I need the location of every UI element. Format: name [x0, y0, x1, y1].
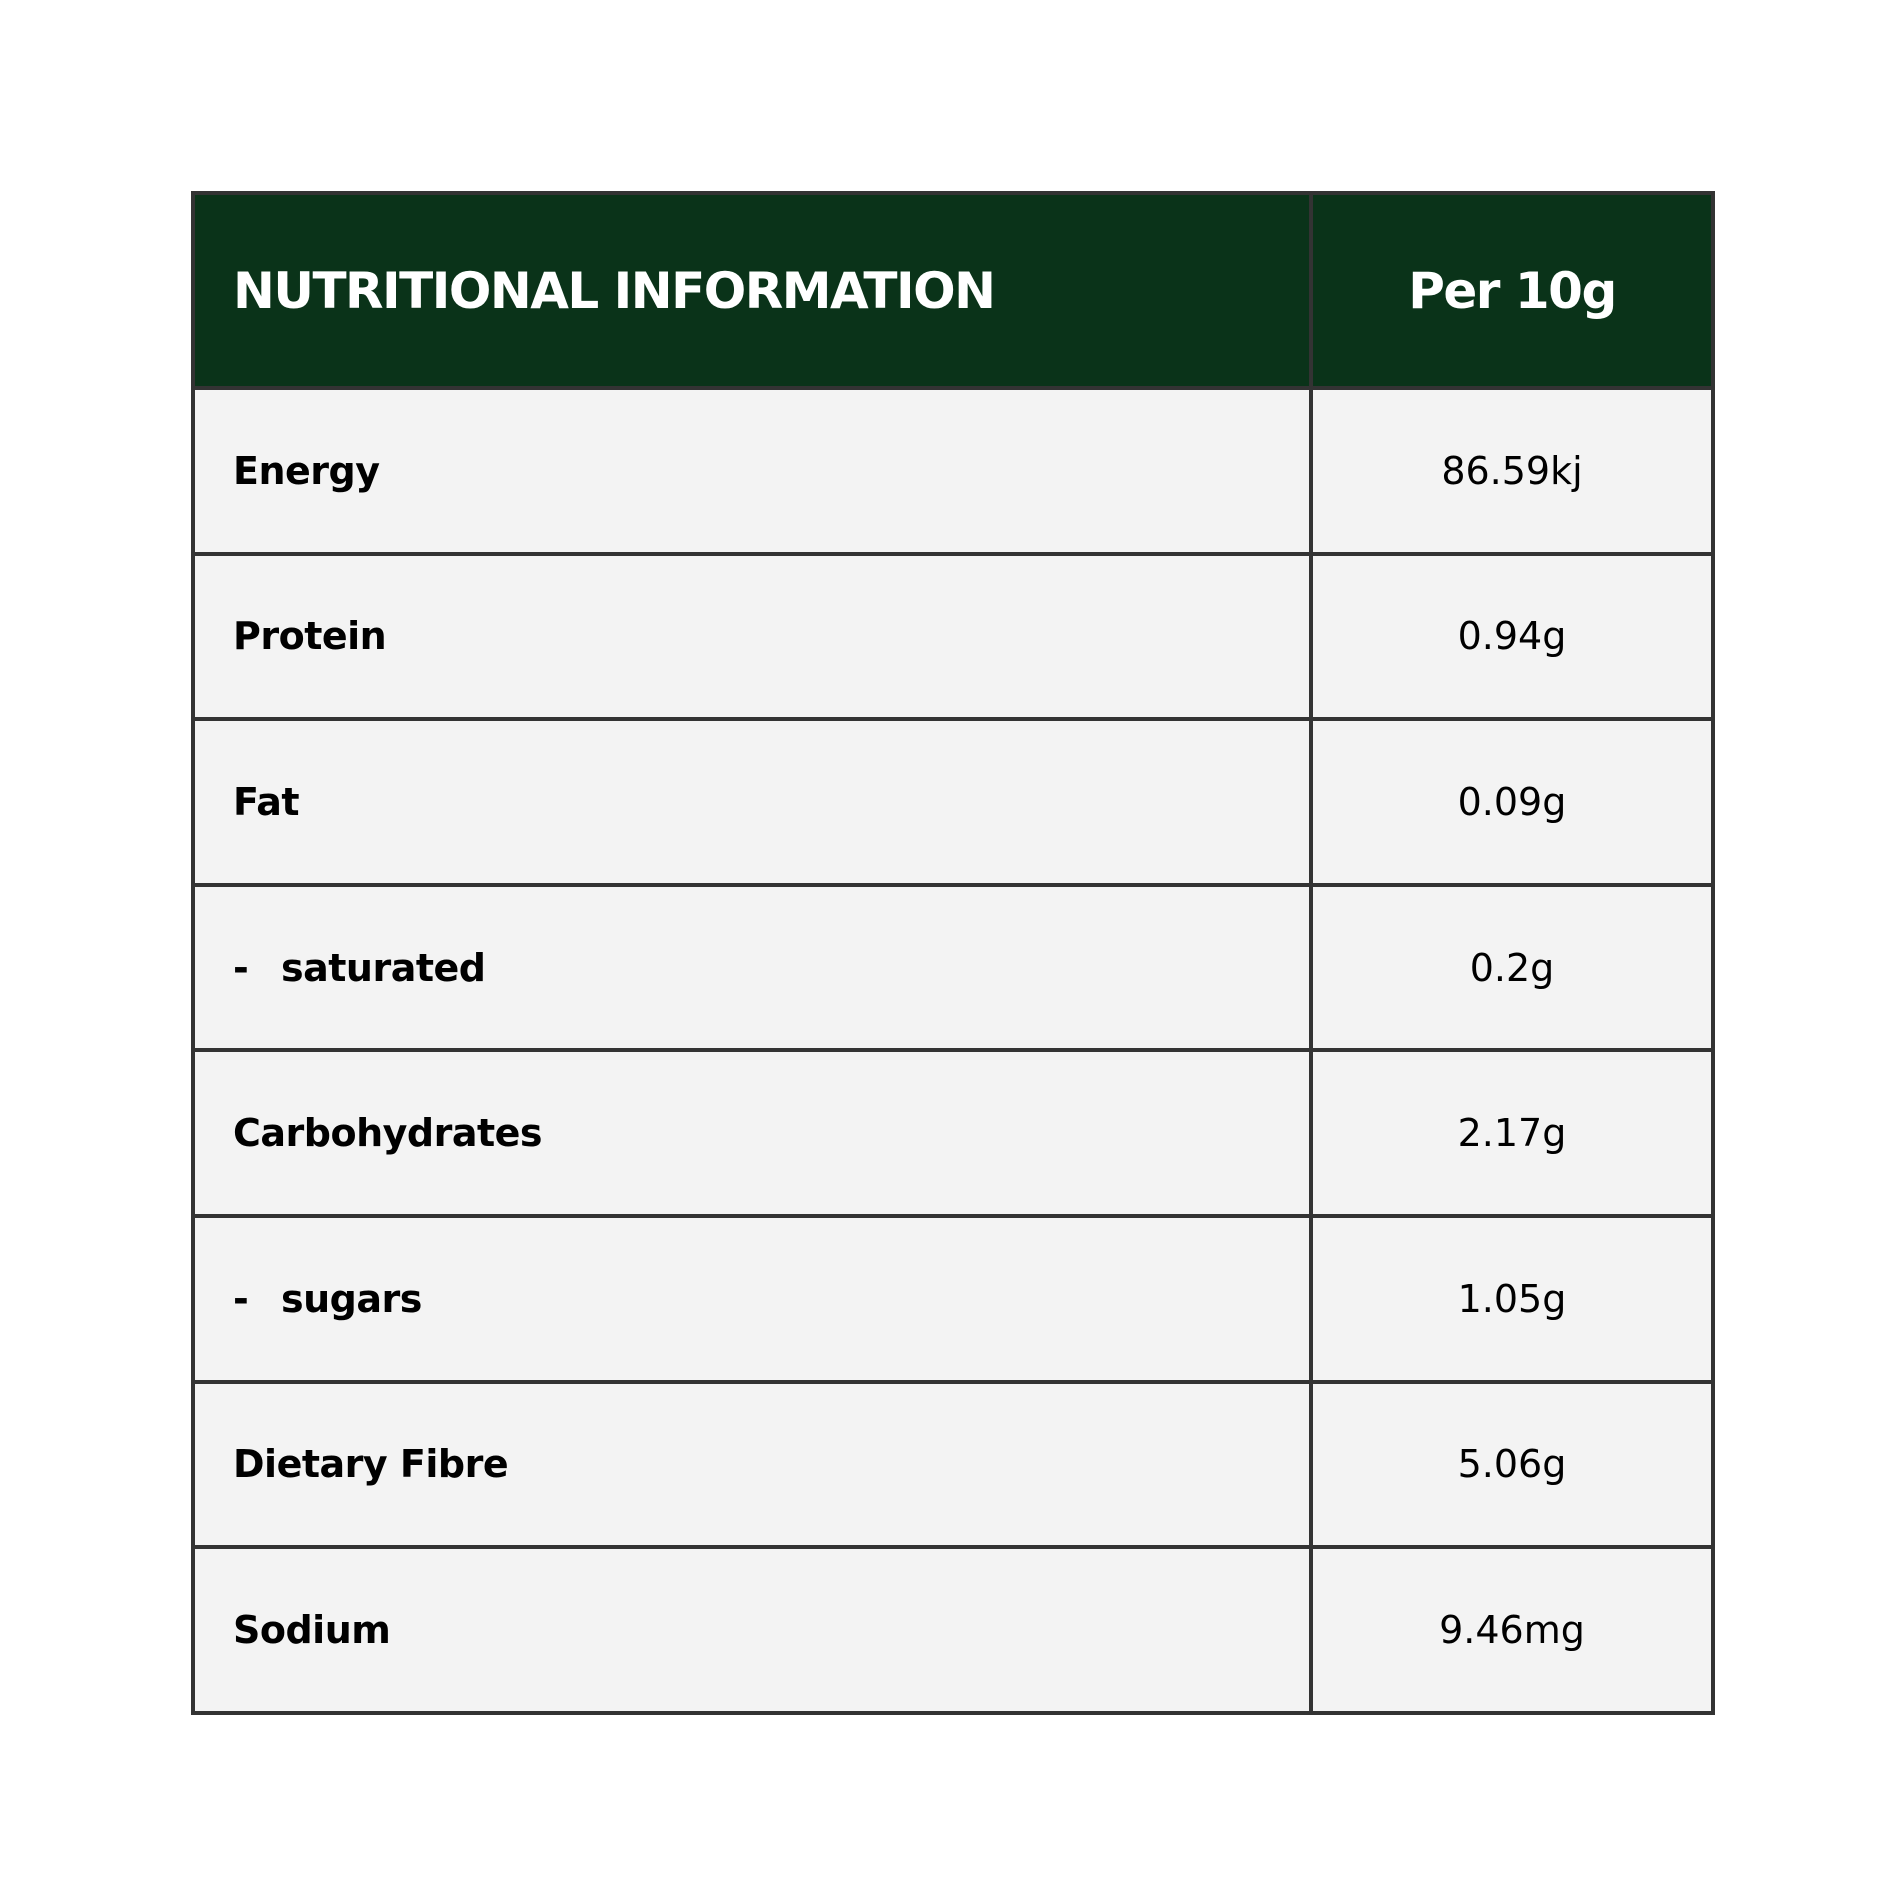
sub-item-dash: -: [233, 1276, 249, 1321]
nutrient-value: 0.94g: [1311, 554, 1713, 720]
table-row: [193, 885, 1713, 1051]
nutrient-name: Energy: [233, 448, 380, 493]
nutrient-name: Sodium: [233, 1607, 391, 1652]
nutrient-name: Dietary Fibre: [233, 1442, 509, 1487]
nutrient-value: 1.05g: [1311, 1216, 1713, 1382]
table-row: [193, 719, 1713, 885]
nutrient-value: 5.06g: [1311, 1382, 1713, 1548]
table-row: [193, 388, 1713, 554]
nutrient-name-cell: [193, 1547, 1311, 1713]
nutrient-name-cell: [193, 885, 1311, 1051]
nutrient-name: Protein: [233, 614, 387, 659]
nutrient-name: saturated: [281, 945, 486, 990]
nutrient-name-cell: [193, 1050, 1311, 1216]
nutrient-name-cell: [193, 719, 1311, 885]
nutrition-table: [191, 191, 1715, 1715]
nutrient-value: 0.09g: [1311, 719, 1713, 885]
sub-item-dash: -: [233, 945, 249, 990]
nutrient-name-cell: [193, 1382, 1311, 1548]
table-row: [193, 554, 1713, 720]
nutrient-name-cell: [193, 1216, 1311, 1382]
nutrient-value: 0.2g: [1311, 885, 1713, 1051]
nutrient-value: 86.59kj: [1311, 388, 1713, 554]
table-row: [193, 1050, 1713, 1216]
nutrient-name: Carbohydrates: [233, 1111, 543, 1156]
nutrient-name: sugars: [281, 1276, 422, 1321]
header-per-serving-label: Per 10g: [1311, 193, 1713, 388]
nutrient-name-cell: [193, 554, 1311, 720]
header-nutrient-label: NUTRITIONAL INFORMATION: [193, 193, 1311, 388]
nutrient-name-cell: [193, 388, 1311, 554]
table-header-row: [193, 193, 1713, 388]
table-row: [193, 1382, 1713, 1548]
nutrient-name: Fat: [233, 779, 300, 824]
table-row: [193, 1547, 1713, 1713]
table-row: [193, 1216, 1713, 1382]
nutrient-value: 9.46mg: [1311, 1547, 1713, 1713]
nutrient-value: 2.17g: [1311, 1050, 1713, 1216]
